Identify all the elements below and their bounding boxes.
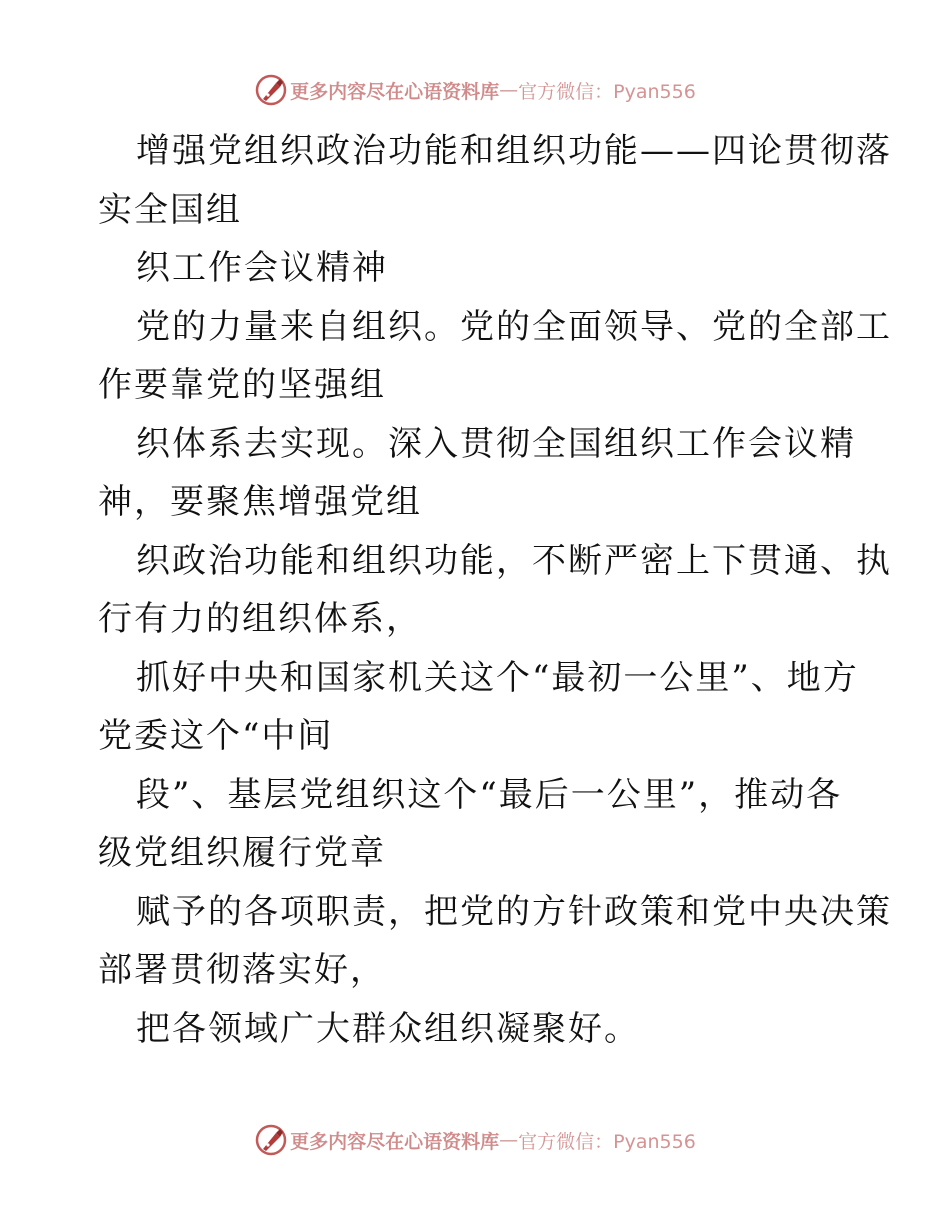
document-body <box>98 122 892 1058</box>
paragraph-line: 党的力量来自组织。党的全面领导、党的全部工 <box>136 306 892 347</box>
paragraph-line: 部署贯彻落实好， <box>98 950 386 990</box>
paragraph-line: 段”、基层党组织这个“最后一公里”，推动各 <box>136 774 843 815</box>
paragraph-line: 行有力的组织体系， <box>98 599 422 639</box>
paragraph-line: 党委这个“中间 <box>98 716 334 756</box>
pen-nib-logo-icon <box>254 73 288 107</box>
paragraph-line: 织政治功能和组织功能，不断严密上下贯通、执 <box>136 540 892 581</box>
banner-title: 更多内容尽在心语资料库 <box>290 1130 500 1153</box>
pen-nib-logo-icon <box>254 1123 288 1157</box>
paragraph-line: 把各领域广大群众组织凝聚好。 <box>136 1008 640 1049</box>
footer-banner <box>0 1120 950 1160</box>
banner-separator: — <box>499 1129 519 1151</box>
banner-title: 更多内容尽在心语资料库 <box>290 80 500 103</box>
paragraph-line: 级党组织履行党章 <box>98 833 386 873</box>
paragraph-line: 抓好中央和国家机关这个“最初一公里”、地方 <box>136 657 859 698</box>
banner-separator: — <box>499 79 519 101</box>
banner-wechat: 官方微信：Pyan556 <box>518 80 696 103</box>
paragraph-line: 织体系去实现。深入贯彻全国组织工作会议精 <box>136 423 856 464</box>
header-banner <box>0 70 950 110</box>
title-line-3: 织工作会议精神 <box>136 248 388 288</box>
paragraph-line: 神，要聚焦增强党组 <box>98 482 422 522</box>
paragraph-line: 赋予的各项职责，把党的方针政策和党中央决策 <box>136 891 892 932</box>
title-line-2: 实全国组 <box>98 189 242 230</box>
banner-wechat: 官方微信：Pyan556 <box>518 1130 696 1153</box>
paragraph-line: 作要靠党的坚强组 <box>98 365 386 405</box>
title-line-1: 增强党组织政治功能和组织功能——四论贯彻落 <box>136 131 892 171</box>
